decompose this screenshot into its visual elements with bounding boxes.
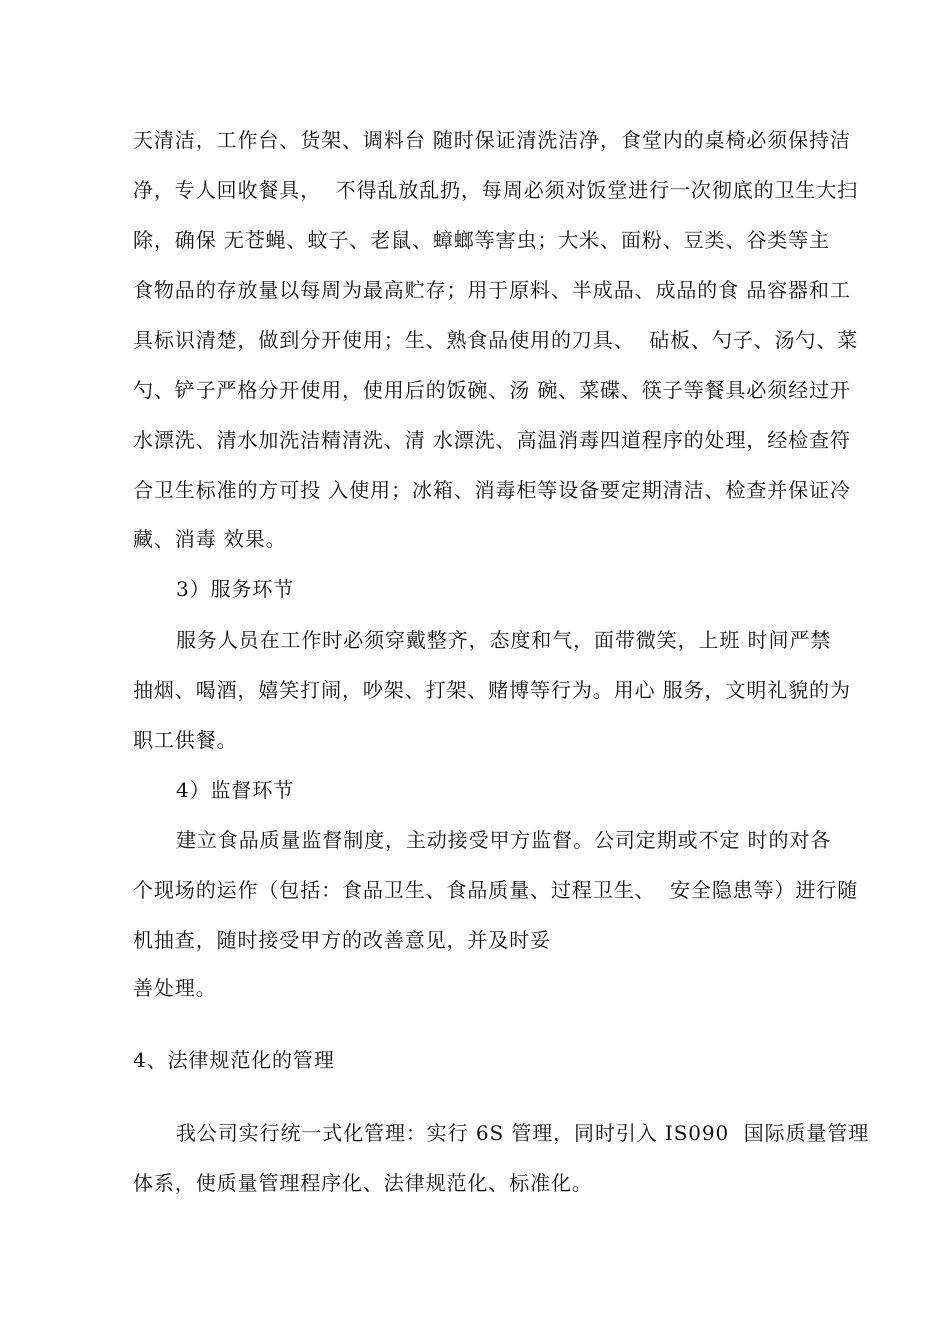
section-title-legal-management: 4、法律规范化的管理 xyxy=(133,1048,335,1072)
paragraph-4-line-1: 我公司实行统一式化管理：实行 6S 管理，同时引入 IS090 国际质量管理 xyxy=(176,1121,870,1145)
paragraph-2-line-1: 服务人员在工作时必须穿戴整齐，态度和气，面带微笑，上班 时间严禁 xyxy=(176,628,832,652)
paragraph-1-line-8: 合卫生标准的方可投 入使用；冰箱、消毒柜等设备要定期清洁、检查并保证冷 xyxy=(133,478,851,502)
paragraph-1-line-6: 勺、铲子严格分开使用，使用后的饭碗、汤 碗、菜碟、筷子等餐具必须经过开 xyxy=(133,378,851,402)
paragraph-4-line-2: 体系，使质量管理程序化、法律规范化、标准化。 xyxy=(133,1171,593,1195)
subheading-supervision: 4）监督环节 xyxy=(176,778,295,802)
paragraph-1-line-3: 除，确保 无苍蝇、蚊子、老鼠、蟑螂等害虫；大米、面粉、豆类、谷类等主 xyxy=(133,228,830,252)
paragraph-3-line-2: 个现场的运作（包括：食品卫生、食品质量、过程卫生、 安全隐患等）进行随 xyxy=(133,878,859,902)
subheading-service: 3）服务环节 xyxy=(176,577,295,601)
paragraph-1-line-9: 藏、消毒 效果。 xyxy=(133,527,287,551)
paragraph-1-line-1: 天清洁，工作台、货架、调料台 随时保证清洗洁净，食堂内的桌椅必须保持洁 xyxy=(133,128,851,152)
paragraph-1-line-7: 水漂洗、清水加洗洁精清洗、清 水漂洗、高温消毒四道程序的处理，经检查符 xyxy=(133,428,851,452)
paragraph-1-line-5: 具标识清楚，做到分开使用；生、熟食品使用的刀具、 砧板、勺子、汤勺、菜 xyxy=(133,328,859,352)
paragraph-1-line-4: 食物品的存放量以每周为最高贮存；用于原料、半成品、成品的食 品容器和工 xyxy=(133,278,851,302)
paragraph-2-line-3: 职工供餐。 xyxy=(133,728,238,752)
paragraph-3-line-1: 建立食品质量监督制度，主动接受甲方监督。公司定期或不定 时的对各 xyxy=(176,828,832,852)
paragraph-3-line-3: 机抽查，随时接受甲方的改善意见，并及时妥 xyxy=(133,928,551,952)
paragraph-1-line-2: 净，专人回收餐具， 不得乱放乱扔，每周必须对饭堂进行一次彻底的卫生大扫 xyxy=(133,178,859,202)
paragraph-3-line-4: 善处理。 xyxy=(133,976,217,1000)
paragraph-2-line-2: 抽烟、喝酒，嬉笑打闹，吵架、打架、赌博等行为。用心 服务，文明礼貌的为 xyxy=(133,678,851,702)
